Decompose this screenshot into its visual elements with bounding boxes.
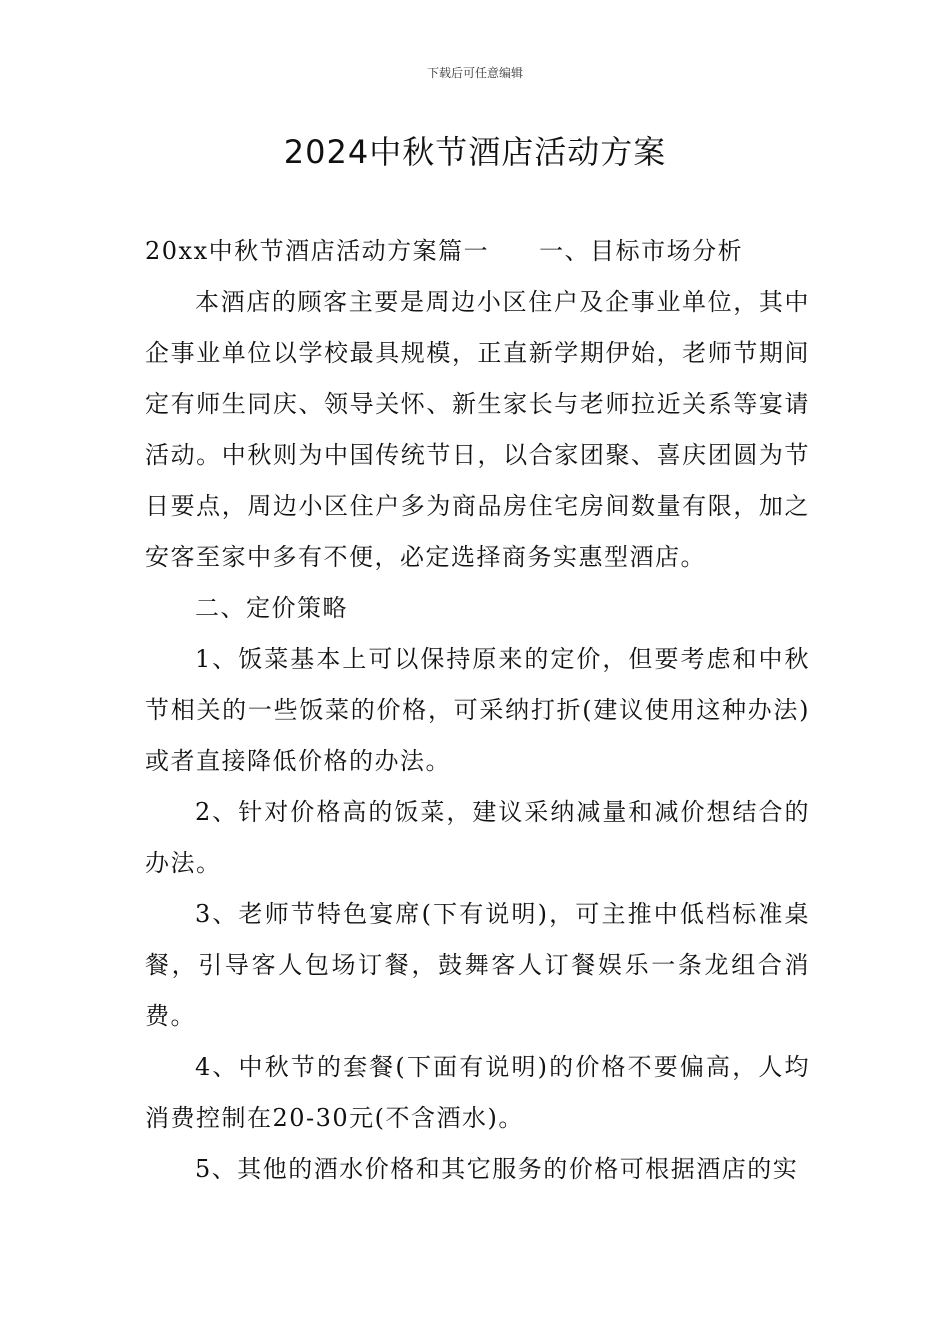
document-subtitle: 20xx中秋节酒店活动方案篇一 [145, 237, 490, 265]
paragraph-pricing-item-1: 1、饭菜基本上可以保持原来的定价，但要考虑和中秋节相关的一些饭菜的价格，可采纳打折(建议使用这种办法)或者直接降低价格的办法。 [145, 645, 810, 775]
subtitle-line [145, 226, 810, 277]
section-heading-market-analysis: 一、目标市场分析 [539, 237, 744, 265]
paragraph-pricing-item-2: 2、针对价格高的饭菜，建议采纳减量和减价想结合的办法。 [145, 798, 810, 877]
paragraph-pricing-item-4: 4、中秋节的套餐(下面有说明)的价格不要偏高，人均消费控制在20-30元(不含酒水)。 [145, 1053, 810, 1132]
paragraph-pricing-item-5: 5、其他的酒水价格和其它服务的价格可根据酒店的实 [195, 1155, 799, 1183]
document-title: 2024中秋节酒店活动方案 [283, 133, 667, 171]
paragraph-pricing-item-3: 3、老师节特色宴席(下有说明)，可主推中低档标准桌餐，引导客人包场订餐，鼓舞客人订餐娱乐一条龙组合消费。 [145, 900, 810, 1030]
header-note: 下载后可任意编辑 [426, 66, 523, 80]
document-body [145, 226, 810, 1195]
paragraph-customer-analysis: 本酒店的顾客主要是周边小区住户及企事业单位，其中企事业单位以学校最具规模，正直新学期伊始，老师节期间定有师生同庆、领导关怀、新生家长与老师拉近关系等宴请活动。中秋则为中国传统节日，以合家团聚、喜庆团圆为节日要点，周边小区住户多为商品房住宅房间数量有限，加之安客至家中多有不便，必定选择商务实惠型酒店。 [145, 288, 810, 571]
section-heading-pricing-strategy: 二、定价策略 [195, 594, 348, 622]
